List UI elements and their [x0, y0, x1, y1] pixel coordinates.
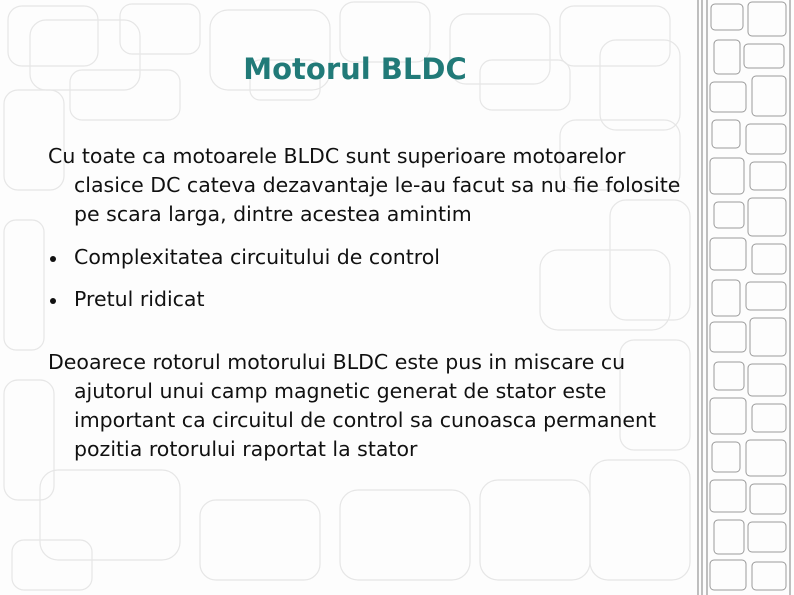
- bullet-icon: [50, 256, 56, 262]
- bullet-list: [48, 243, 688, 314]
- list-item: [48, 285, 688, 314]
- bullet-text: Complexitatea circuitului de control: [74, 245, 440, 269]
- bullet-text: Pretul ridicat: [74, 287, 205, 311]
- intro-paragraph: Cu toate ca motoarele BLDC sunt superioare motoarelor clasice DC cateva dezavantaje le-au facut sa nu fie folosite pe scara larga, dintre acestea amintim: [48, 144, 681, 226]
- closing-paragraph: Deoarece rotorul motorului BLDC este pus in miscare cu ajutorul unui camp magnetic generat de stator este important ca circuitul de control sa cunoasca permanent pozitia rotorului raportat la stator: [48, 350, 657, 461]
- list-item: [48, 243, 688, 272]
- bullet-icon: [50, 298, 56, 304]
- slide-title: Motorul BLDC: [243, 52, 467, 86]
- slide-body: [48, 142, 688, 464]
